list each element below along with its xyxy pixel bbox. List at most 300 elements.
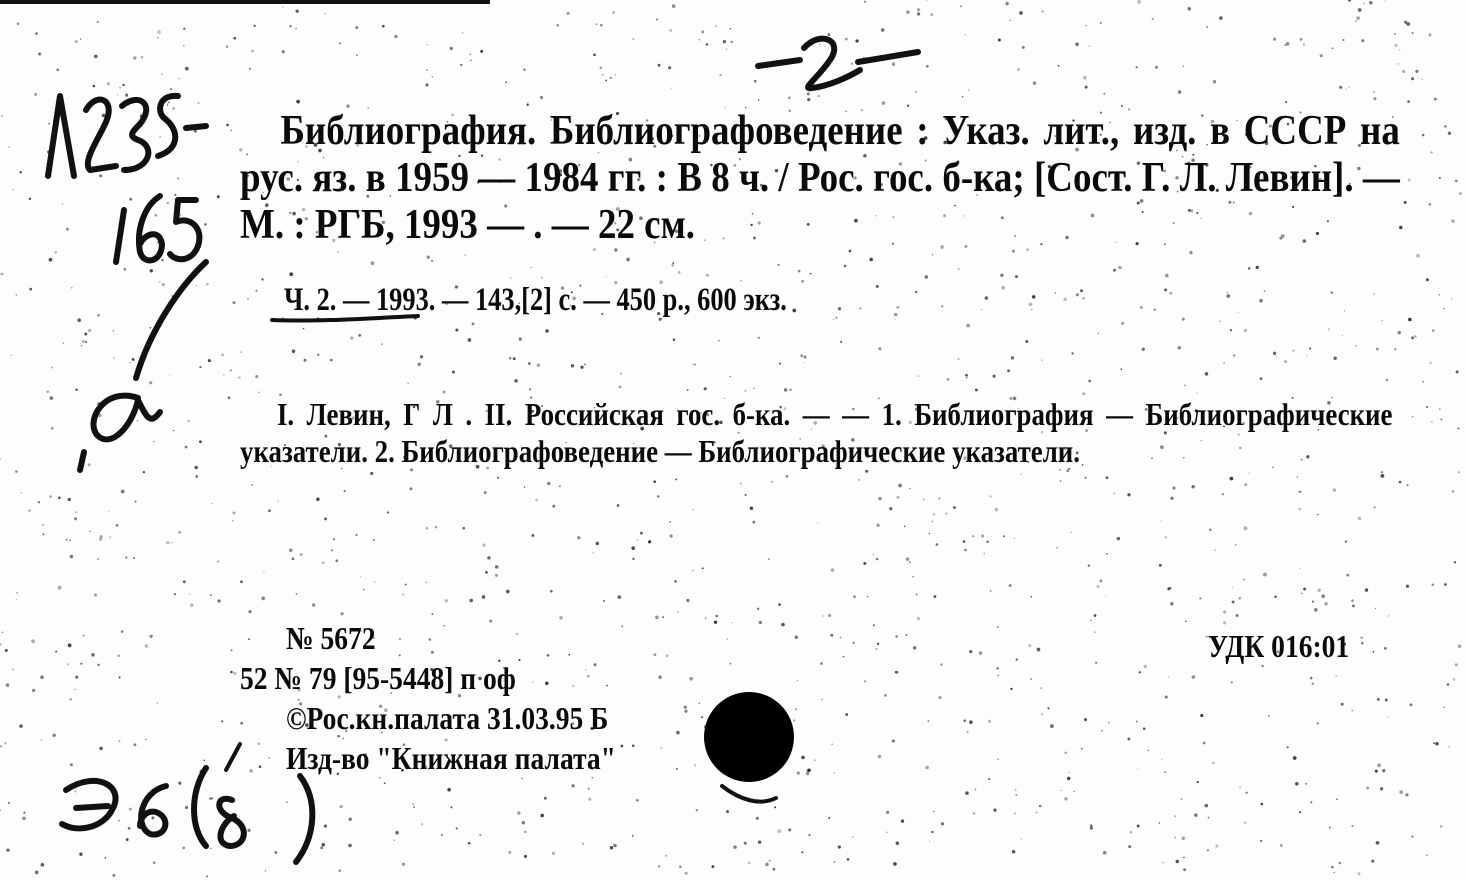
speckle-dot (1080, 289, 1083, 292)
speckle-dot (62, 203, 64, 205)
speckle-dot (1165, 696, 1168, 699)
speckle-dot (895, 671, 897, 673)
speckle-dot (1085, 25, 1087, 27)
speckle-dot (1321, 594, 1325, 598)
speckle-dot (794, 636, 798, 640)
speckle-dot (338, 869, 341, 872)
speckle-dot (1411, 77, 1414, 80)
speckle-dot (873, 624, 875, 626)
speckle-dot (714, 620, 717, 623)
speckle-dot (1152, 18, 1154, 20)
speckle-dot (240, 580, 243, 583)
speckle-dot (906, 557, 910, 561)
speckle-dot (1358, 872, 1361, 875)
speckle-dot (568, 654, 570, 656)
udc-code: УДК 016:01 (1208, 628, 1350, 664)
speckle-dot (1260, 840, 1262, 842)
speckle-dot (758, 840, 761, 843)
speckle-dot (833, 319, 835, 321)
speckle-dot (931, 831, 933, 833)
speckle-dot (963, 719, 966, 722)
speckle-dot (1348, 0, 1351, 2)
speckle-dot (896, 306, 899, 309)
speckle-dot (1309, 347, 1311, 349)
speckle-dot (206, 283, 208, 285)
speckle-dot (1454, 561, 1456, 563)
speckle-dot (1328, 328, 1330, 330)
speckle-dot (1178, 346, 1181, 349)
speckle-dot (1050, 724, 1054, 728)
speckle-dot (1015, 789, 1017, 791)
speckle-dot (1456, 370, 1459, 373)
speckle-dot (1449, 746, 1450, 747)
speckle-dot (431, 651, 434, 654)
speckle-dot (653, 653, 656, 656)
speckle-dot (699, 39, 701, 41)
speckle-dot (849, 250, 852, 253)
speckle-dot (1422, 381, 1424, 383)
speckle-dot (535, 499, 538, 502)
speckle-dot (771, 481, 773, 483)
speckle-dot (413, 806, 415, 808)
speckle-dot (1183, 868, 1186, 871)
speckle-dot (814, 759, 816, 761)
speckle-dot (1113, 493, 1114, 494)
speckle-dot (117, 94, 118, 95)
speckle-dot (470, 53, 472, 55)
speckle-dot (678, 271, 681, 274)
speckle-dot (695, 364, 697, 366)
speckle-dot (1199, 597, 1201, 599)
speckle-dot (636, 799, 638, 801)
speckle-dot (859, 479, 861, 481)
speckle-dot (1263, 573, 1267, 577)
speckle-dot (726, 638, 728, 640)
speckle-dot (309, 841, 310, 842)
speckle-dot (1331, 47, 1333, 49)
speckle-dot (801, 280, 804, 283)
speckle-dot (31, 639, 35, 643)
speckle-dot (322, 561, 325, 564)
speckle-dot (585, 669, 586, 670)
speckle-dot (1457, 427, 1459, 429)
speckle-dot (128, 827, 131, 830)
speckle-dot (289, 25, 291, 27)
speckle-dot (592, 552, 593, 553)
speckle-dot (819, 43, 820, 44)
speckle-dot (998, 38, 1001, 41)
speckle-dot (38, 501, 40, 503)
speckle-dot (745, 494, 747, 496)
speckle-dot (240, 722, 243, 725)
speckle-dot (1185, 621, 1187, 623)
speckle-dot (1223, 362, 1225, 364)
speckle-dot (196, 285, 197, 286)
speckle-dot (1355, 345, 1357, 347)
speckle-dot (149, 635, 152, 638)
speckle-dot (1012, 850, 1016, 854)
speckle-dot (1095, 662, 1097, 664)
speckle-dot (162, 283, 165, 286)
speckle-dot (932, 521, 934, 523)
speckle-dot (1307, 355, 1308, 356)
speckle-dot (85, 341, 87, 343)
speckle-dot (6, 848, 9, 851)
speckle-dot (1121, 322, 1124, 325)
speckle-dot (790, 389, 792, 391)
speckle-dot (484, 491, 487, 494)
speckle-dot (292, 557, 295, 560)
speckle-dot (1235, 544, 1237, 546)
speckle-dot (5, 649, 8, 652)
speckle-dot (797, 680, 798, 681)
speckle-dot (853, 642, 855, 644)
speckle-dot (973, 812, 976, 815)
speckle-dot (1349, 87, 1350, 88)
speckle-dot (134, 135, 136, 137)
speckle-dot (316, 497, 319, 500)
speckle-dot (990, 590, 992, 592)
speckle-dot (588, 798, 591, 801)
speckle-dot (97, 21, 99, 23)
speckle-dot (1381, 471, 1383, 473)
speckle-dot (335, 559, 338, 562)
speckle-dot (658, 64, 661, 67)
speckle-dot (552, 852, 555, 855)
speckle-dot (513, 357, 516, 360)
speckle-dot (626, 258, 630, 262)
speckle-dot (82, 340, 85, 343)
speckle-dot (470, 60, 471, 61)
speckle-dot (648, 541, 651, 544)
speckle-dot (382, 25, 385, 28)
speckle-dot (1432, 329, 1435, 332)
speckle-dot (1399, 481, 1402, 484)
speckle-dot (793, 719, 795, 721)
speckle-dot (1375, 770, 1378, 773)
speckle-dot (468, 338, 472, 342)
speckle-dot (892, 62, 896, 66)
speckle-dot (91, 653, 95, 657)
speckle-dot (1452, 490, 1455, 493)
speckle-dot (1037, 648, 1041, 652)
speckle-dot (1183, 857, 1185, 859)
speckle-dot (889, 507, 892, 510)
speckle-dot (1458, 644, 1462, 648)
speckle-dot (157, 30, 160, 33)
speckle-dot (1090, 620, 1092, 622)
speckle-dot (505, 81, 507, 83)
speckle-dot (985, 296, 989, 300)
speckle-dot (704, 387, 707, 390)
speckle-dot (156, 326, 158, 328)
speckle-dot (1162, 862, 1163, 863)
speckle-dot (532, 534, 535, 537)
speckle-dot (1371, 860, 1374, 863)
speckle-dot (1342, 335, 1343, 336)
speckle-dot (178, 782, 181, 785)
speckle-dot (1011, 356, 1014, 359)
speckle-dot (907, 104, 909, 106)
speckle-dot (1335, 675, 1337, 677)
speckle-dot (1205, 804, 1209, 808)
speckle-dot (197, 102, 199, 104)
speckle-dot (1169, 292, 1172, 295)
bibliographic-description (240, 108, 1400, 249)
speckle-dot (605, 276, 606, 277)
speckle-dot (1361, 39, 1364, 42)
speckle-dot (527, 103, 528, 104)
speckle-dot (1238, 312, 1239, 313)
card-top-edge (0, 0, 490, 4)
speckle-dot (137, 420, 139, 422)
speckle-dot (300, 851, 303, 854)
speckle-dot (1405, 793, 1408, 796)
speckle-dot (1426, 406, 1428, 408)
speckle-dot (818, 95, 820, 97)
speckle-dot (828, 614, 831, 617)
speckle-dot (230, 369, 233, 372)
speckle-dot (161, 74, 163, 76)
speckle-dot (1165, 536, 1167, 538)
speckle-dot (613, 844, 617, 848)
speckle-dot (247, 298, 249, 300)
speckle-dot (185, 806, 188, 809)
speckle-dot (676, 768, 678, 770)
speckle-dot (489, 620, 492, 623)
speckle-dot (88, 329, 91, 332)
speckle-dot (1300, 568, 1301, 569)
speckle-dot (1003, 535, 1005, 537)
speckle-dot (300, 553, 303, 556)
speckle-dot (1136, 66, 1138, 68)
speckle-dot (1136, 721, 1138, 723)
speckle-dot (965, 791, 969, 795)
speckle-dot (1339, 86, 1342, 89)
speckle-dot (425, 527, 428, 530)
speckle-dot (233, 512, 236, 515)
speckle-dot (1075, 42, 1079, 46)
speckle-dot (248, 638, 250, 640)
speckle-dot (1182, 837, 1186, 841)
speckle-dot (909, 561, 911, 563)
speckle-dot (1458, 471, 1460, 473)
speckle-dot (1345, 540, 1347, 542)
speckle-dot (38, 53, 41, 56)
speckle-dot (199, 440, 202, 443)
speckle-dot (613, 11, 615, 13)
speckle-dot (348, 844, 352, 848)
speckle-dot (363, 589, 365, 591)
speckle-dot (97, 402, 100, 405)
speckle-dot (99, 175, 102, 178)
speckle-dot (912, 576, 913, 577)
speckle-dot (58, 496, 61, 499)
speckle-dot (1244, 329, 1247, 332)
speckle-dot (1209, 529, 1211, 531)
speckle-dot (409, 487, 412, 490)
speckle-dot (50, 396, 54, 400)
speckle-dot (69, 539, 71, 541)
speckle-dot (261, 278, 263, 280)
speckle-dot (450, 806, 452, 808)
speckle-dot (1399, 790, 1403, 794)
speckle-dot (845, 713, 848, 716)
speckle-dot (672, 262, 674, 264)
speckle-dot (587, 787, 589, 789)
speckle-dot (1071, 352, 1073, 354)
speckle-dot (384, 782, 386, 784)
speckle-dot (1, 115, 3, 117)
speckle-dot (16, 592, 17, 593)
speckle-dot (1028, 644, 1031, 647)
speckle-dot (405, 584, 407, 586)
speckle-dot (587, 675, 589, 677)
speckle-dot (141, 56, 144, 59)
speckle-dot (1025, 340, 1028, 343)
speckle-dot (178, 213, 182, 217)
speckle-dot (893, 862, 897, 866)
speckle-dot (1219, 16, 1223, 20)
speckle-dot (172, 107, 175, 110)
speckle-dot (1344, 310, 1346, 312)
speckle-dot (662, 616, 664, 618)
speckle-dot (1030, 678, 1032, 680)
speckle-dot (1260, 803, 1263, 806)
speckle-dot (69, 698, 72, 701)
speckle-dot (1459, 192, 1462, 195)
speckle-dot (11, 355, 12, 356)
speckle-dot (864, 1, 866, 3)
speckle-dot (788, 96, 791, 99)
speckle-dot (719, 74, 721, 76)
speckle-dot (593, 54, 596, 57)
speckle-dot (679, 866, 681, 868)
speckle-dot (420, 355, 423, 358)
speckle-dot (1088, 380, 1091, 383)
speckle-dot (80, 663, 82, 665)
speckle-dot (778, 829, 782, 833)
speckle-dot (1047, 707, 1049, 709)
speckle-dot (1382, 320, 1383, 321)
speckle-dot (145, 738, 147, 740)
speckle-dot (993, 808, 996, 811)
speckle-dot (784, 388, 787, 391)
speckle-dot (1022, 46, 1025, 49)
speckle-dot (547, 654, 550, 657)
speckle-dot (119, 676, 121, 678)
speckle-dot (1174, 815, 1176, 817)
speckle-dot (1300, 38, 1303, 41)
speckle-dot (1005, 2, 1008, 5)
speckle-dot (55, 651, 57, 653)
speckle-dot (169, 374, 170, 375)
speckle-dot (2, 632, 3, 633)
speckle-dot (402, 593, 404, 595)
speckle-dot (1058, 65, 1060, 67)
speckle-dot (1310, 677, 1313, 680)
speckle-dot (125, 94, 128, 97)
speckle-dot (1170, 497, 1173, 500)
speckle-dot (63, 342, 65, 344)
speckle-dot (1248, 267, 1250, 269)
speckle-dot (1397, 63, 1399, 65)
speckle-dot (333, 538, 335, 540)
speckle-dot (1060, 480, 1062, 482)
speckle-dot (0, 459, 1, 460)
speckle-dot (51, 165, 53, 167)
speckle-dot (820, 662, 823, 665)
speckle-dot (610, 77, 612, 79)
speckle-dot (149, 381, 152, 384)
speckle-dot (684, 710, 687, 713)
speckle-dot (1243, 579, 1245, 581)
speckle-dot (203, 759, 205, 761)
speckle-dot (1416, 254, 1420, 258)
speckle-dot (1182, 318, 1185, 321)
speckle-dot (154, 214, 157, 217)
speckle-dot (292, 350, 296, 354)
speckle-dot (896, 841, 899, 844)
speckle-dot (1108, 722, 1109, 723)
speckle-dot (995, 508, 999, 512)
speckle-dot (1374, 506, 1376, 508)
speckle-dot (143, 471, 145, 473)
speckle-dot (1032, 295, 1036, 299)
speckle-dot (269, 757, 270, 758)
speckle-dot (547, 482, 550, 485)
speckle-dot (254, 25, 256, 27)
speckle-dot (1168, 676, 1169, 677)
speckle-dot (897, 496, 900, 499)
speckle-dot (929, 841, 931, 843)
speckle-dot (109, 536, 111, 538)
speckle-dot (1444, 706, 1446, 708)
speckle-dot (975, 789, 977, 791)
speckle-dot (640, 532, 643, 535)
speckle-dot (1105, 476, 1108, 479)
speckle-dot (521, 777, 523, 779)
speckle-dot (1411, 336, 1414, 339)
speckle-dot (932, 254, 933, 255)
speckle-dot (1406, 484, 1408, 486)
speckle-dot (1233, 355, 1235, 357)
speckle-dot (102, 114, 105, 117)
speckle-dot (257, 743, 260, 746)
speckle-dot (941, 822, 944, 825)
speckle-dot (1230, 477, 1234, 481)
speckle-dot (482, 544, 485, 547)
speckle-dot (847, 858, 850, 861)
speckle-dot (781, 623, 784, 626)
speckle-dot (183, 45, 184, 46)
speckle-dot (730, 663, 731, 664)
speckle-dot (997, 626, 999, 628)
speckle-dot (671, 87, 672, 88)
speckle-dot (1409, 703, 1412, 706)
speckle-dot (754, 80, 757, 83)
speckle-dot (13, 189, 14, 190)
speckle-dot (1015, 275, 1018, 278)
speckle-dot (1301, 593, 1303, 595)
speckle-dot (374, 581, 375, 582)
speckle-dot (80, 38, 81, 39)
speckle-dot (580, 366, 583, 369)
speckle-dot (1385, 699, 1388, 702)
speckle-dot (1376, 841, 1380, 845)
speckle-dot (230, 129, 232, 131)
speckle-dot (331, 549, 333, 551)
